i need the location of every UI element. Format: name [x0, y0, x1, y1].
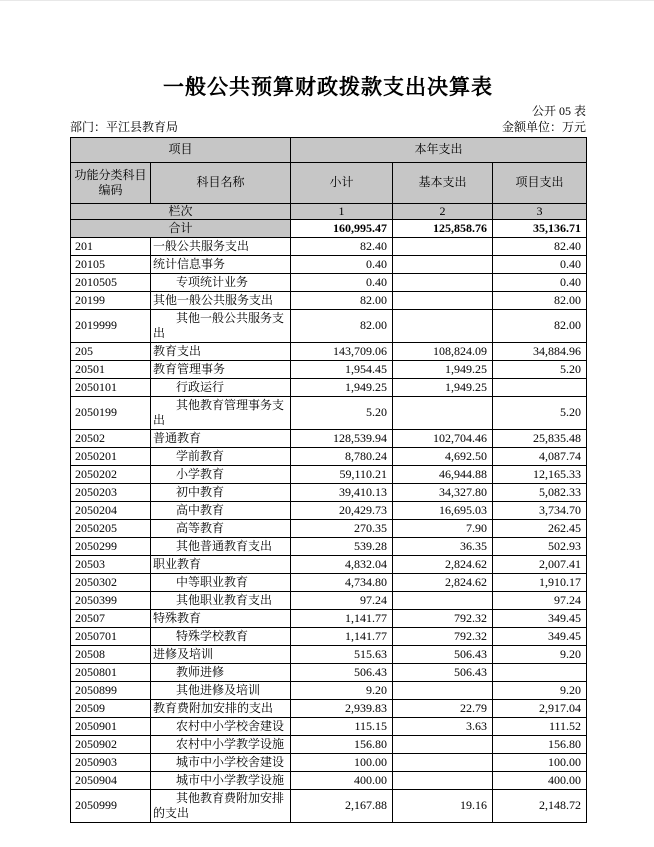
cell-subject-name: 教师进修	[151, 663, 291, 681]
rank-label: 栏次	[71, 203, 291, 219]
cell-subtotal: 82.00	[291, 309, 393, 342]
cell-subject-name: 农村中小学教学设施	[151, 735, 291, 753]
cell-subject-name: 其他进修及培训	[151, 681, 291, 699]
cell-project-expenditure: 0.40	[493, 273, 587, 291]
cell-subject-name: 普通教育	[151, 429, 291, 447]
total-basic: 125,858.76	[393, 219, 493, 237]
cell-subject-name: 城市中小学校舍建设	[151, 753, 291, 771]
cell-subtotal: 115.15	[291, 717, 393, 735]
cell-basic-expenditure	[393, 255, 493, 273]
cell-basic-expenditure: 19.16	[393, 789, 493, 822]
cell-basic-expenditure	[393, 309, 493, 342]
table-row	[71, 447, 587, 465]
cell-basic-expenditure: 2,824.62	[393, 573, 493, 591]
cell-subject-name: 初中教育	[151, 483, 291, 501]
cell-subject-name: 教育管理事务	[151, 360, 291, 378]
cell-function-code: 2050199	[71, 396, 151, 429]
cell-function-code: 2019999	[71, 309, 151, 342]
total-project: 35,136.71	[493, 219, 587, 237]
cell-basic-expenditure: 506.43	[393, 663, 493, 681]
cell-project-expenditure: 502.93	[493, 537, 587, 555]
cell-function-code: 20501	[71, 360, 151, 378]
cell-subject-name: 进修及培训	[151, 645, 291, 663]
cell-subject-name: 行政运行	[151, 378, 291, 396]
rank-value-3: 3	[493, 203, 587, 219]
cell-subject-name: 其他职业教育支出	[151, 591, 291, 609]
header-columns-row	[71, 162, 587, 203]
table-row	[71, 396, 587, 429]
cell-subject-name: 特殊学校教育	[151, 627, 291, 645]
cell-project-expenditure: 9.20	[493, 681, 587, 699]
cell-subtotal: 9.20	[291, 681, 393, 699]
cell-function-code: 2050801	[71, 663, 151, 681]
table-row	[71, 465, 587, 483]
cell-project-expenditure: 5,082.33	[493, 483, 587, 501]
cell-subtotal: 128,539.94	[291, 429, 393, 447]
cell-function-code: 2050203	[71, 483, 151, 501]
cell-subject-name: 其他普通教育支出	[151, 537, 291, 555]
cell-subtotal: 506.43	[291, 663, 393, 681]
cell-project-expenditure: 262.45	[493, 519, 587, 537]
rank-row	[71, 203, 587, 219]
table-row	[71, 378, 587, 396]
cell-project-expenditure: 349.45	[493, 609, 587, 627]
cell-subtotal: 82.00	[291, 291, 393, 309]
table-row	[71, 717, 587, 735]
column-header-basic: 基本支出	[393, 162, 493, 203]
cell-project-expenditure: 156.80	[493, 735, 587, 753]
table-row	[71, 237, 587, 255]
cell-subtotal: 5.20	[291, 396, 393, 429]
cell-project-expenditure: 25,835.48	[493, 429, 587, 447]
table-row	[71, 699, 587, 717]
table-row	[71, 591, 587, 609]
table-row	[71, 771, 587, 789]
cell-subtotal: 1,141.77	[291, 609, 393, 627]
table-row	[71, 429, 587, 447]
cell-subtotal: 0.40	[291, 273, 393, 291]
cell-project-expenditure: 97.24	[493, 591, 587, 609]
table-row	[71, 789, 587, 822]
table-row	[71, 309, 587, 342]
cell-basic-expenditure: 1,949.25	[393, 378, 493, 396]
cell-subtotal: 8,780.24	[291, 447, 393, 465]
cell-subject-name: 其他一般公共服务支出	[151, 309, 291, 342]
cell-function-code: 20503	[71, 555, 151, 573]
cell-function-code: 2050204	[71, 501, 151, 519]
cell-subject-name: 其他教育管理事务支出	[151, 396, 291, 429]
cell-project-expenditure: 349.45	[493, 627, 587, 645]
cell-project-expenditure: 4,087.74	[493, 447, 587, 465]
cell-subtotal: 4,734.80	[291, 573, 393, 591]
cell-basic-expenditure	[393, 771, 493, 789]
table-row	[71, 663, 587, 681]
column-header-subtotal: 小计	[291, 162, 393, 203]
cell-basic-expenditure: 46,944.88	[393, 465, 493, 483]
meta-row	[70, 120, 586, 134]
cell-project-expenditure: 2,917.04	[493, 699, 587, 717]
cell-project-expenditure: 34,884.96	[493, 342, 587, 360]
cell-basic-expenditure	[393, 591, 493, 609]
cell-subtotal: 539.28	[291, 537, 393, 555]
table-row	[71, 360, 587, 378]
cell-basic-expenditure: 16,695.03	[393, 501, 493, 519]
table-row	[71, 735, 587, 753]
cell-project-expenditure: 2,007.41	[493, 555, 587, 573]
cell-function-code: 2050999	[71, 789, 151, 822]
cell-function-code: 20105	[71, 255, 151, 273]
cell-project-expenditure: 111.52	[493, 717, 587, 735]
cell-basic-expenditure	[393, 237, 493, 255]
cell-subtotal: 100.00	[291, 753, 393, 771]
cell-basic-expenditure	[393, 753, 493, 771]
cell-function-code: 2050899	[71, 681, 151, 699]
cell-subtotal: 39,410.13	[291, 483, 393, 501]
cell-function-code: 2050302	[71, 573, 151, 591]
cell-subject-name: 农村中小学校舍建设	[151, 717, 291, 735]
expenditure-table	[70, 137, 587, 823]
cell-subject-name: 高中教育	[151, 501, 291, 519]
cell-subtotal: 0.40	[291, 255, 393, 273]
table-row	[71, 483, 587, 501]
cell-subtotal: 1,949.25	[291, 378, 393, 396]
cell-basic-expenditure: 108,824.09	[393, 342, 493, 360]
cell-function-code: 2050701	[71, 627, 151, 645]
table-body	[71, 237, 587, 822]
cell-project-expenditure: 9.20	[493, 645, 587, 663]
sheet-number-label: 公开 05 表	[531, 104, 586, 119]
cell-subject-name: 学前教育	[151, 447, 291, 465]
cell-subject-name: 小学教育	[151, 465, 291, 483]
cell-subject-name: 教育费附加安排的支出	[151, 699, 291, 717]
cell-function-code: 20199	[71, 291, 151, 309]
cell-project-expenditure: 5.20	[493, 360, 587, 378]
table-row	[71, 627, 587, 645]
table-row	[71, 537, 587, 555]
cell-function-code: 2050902	[71, 735, 151, 753]
cell-subject-name: 专项统计业务	[151, 273, 291, 291]
cell-basic-expenditure	[393, 681, 493, 699]
cell-subtotal: 2,939.83	[291, 699, 393, 717]
cell-subject-name: 城市中小学教学设施	[151, 771, 291, 789]
cell-subtotal: 59,110.21	[291, 465, 393, 483]
cell-basic-expenditure: 506.43	[393, 645, 493, 663]
table-row	[71, 519, 587, 537]
cell-function-code: 201	[71, 237, 151, 255]
cell-subject-name: 教育支出	[151, 342, 291, 360]
cell-subtotal: 82.40	[291, 237, 393, 255]
cell-subject-name: 高等教育	[151, 519, 291, 537]
cell-subject-name: 其他一般公共服务支出	[151, 291, 291, 309]
cell-basic-expenditure: 1,949.25	[393, 360, 493, 378]
cell-subtotal: 1,954.45	[291, 360, 393, 378]
cell-subtotal: 20,429.73	[291, 501, 393, 519]
amount-unit-label: 金额单位：万元	[501, 120, 586, 135]
cell-project-expenditure: 3,734.70	[493, 501, 587, 519]
table-row	[71, 273, 587, 291]
cell-project-expenditure	[493, 378, 587, 396]
cell-function-code: 20509	[71, 699, 151, 717]
table-row	[71, 501, 587, 519]
cell-basic-expenditure	[393, 396, 493, 429]
total-row	[71, 219, 587, 237]
cell-function-code: 205	[71, 342, 151, 360]
cell-basic-expenditure: 4,692.50	[393, 447, 493, 465]
table-row	[71, 609, 587, 627]
cell-project-expenditure: 0.40	[493, 255, 587, 273]
cell-basic-expenditure: 34,327.80	[393, 483, 493, 501]
cell-subtotal: 143,709.06	[291, 342, 393, 360]
rank-value-2: 2	[393, 203, 493, 219]
cell-basic-expenditure	[393, 273, 493, 291]
cell-project-expenditure: 82.40	[493, 237, 587, 255]
department-label: 部门：平江县教育局	[70, 120, 179, 135]
cell-subtotal: 2,167.88	[291, 789, 393, 822]
cell-function-code: 20508	[71, 645, 151, 663]
cell-subtotal: 1,141.77	[291, 627, 393, 645]
column-header-code: 功能分类科目编码	[71, 162, 151, 203]
column-header-project: 项目支出	[493, 162, 587, 203]
header-year-group: 本年支出	[291, 137, 587, 162]
cell-subject-name: 特殊教育	[151, 609, 291, 627]
cell-function-code: 20502	[71, 429, 151, 447]
table-row	[71, 342, 587, 360]
cell-project-expenditure: 1,910.17	[493, 573, 587, 591]
table-row	[71, 291, 587, 309]
cell-subject-name: 一般公共服务支出	[151, 237, 291, 255]
cell-function-code: 20507	[71, 609, 151, 627]
cell-subtotal: 156.80	[291, 735, 393, 753]
cell-basic-expenditure: 7.90	[393, 519, 493, 537]
cell-project-expenditure: 2,148.72	[493, 789, 587, 822]
column-header-name: 科目名称	[151, 162, 291, 203]
cell-function-code: 2050904	[71, 771, 151, 789]
cell-function-code: 2050299	[71, 537, 151, 555]
rank-value-1: 1	[291, 203, 393, 219]
cell-subtotal: 4,832.04	[291, 555, 393, 573]
page-title: 一般公共预算财政拨款支出决算表	[163, 75, 493, 99]
table-row	[71, 555, 587, 573]
cell-basic-expenditure: 2,824.62	[393, 555, 493, 573]
cell-subtotal: 400.00	[291, 771, 393, 789]
cell-basic-expenditure: 102,704.46	[393, 429, 493, 447]
table-row	[71, 573, 587, 591]
cell-project-expenditure: 5.20	[493, 396, 587, 429]
cell-subject-name: 职业教育	[151, 555, 291, 573]
cell-function-code: 2050201	[71, 447, 151, 465]
cell-function-code: 2050903	[71, 753, 151, 771]
header-group-row	[71, 137, 587, 162]
cell-function-code: 2050205	[71, 519, 151, 537]
cell-subject-name: 中等职业教育	[151, 573, 291, 591]
total-subtotal: 160,995.47	[291, 219, 393, 237]
cell-project-expenditure	[493, 663, 587, 681]
cell-subject-name: 统计信息事务	[151, 255, 291, 273]
cell-project-expenditure: 100.00	[493, 753, 587, 771]
cell-basic-expenditure	[393, 735, 493, 753]
table-row	[71, 645, 587, 663]
cell-subject-name: 其他教育费附加安排的支出	[151, 789, 291, 822]
cell-function-code: 2050399	[71, 591, 151, 609]
table-row	[71, 753, 587, 771]
cell-subtotal: 270.35	[291, 519, 393, 537]
cell-function-code: 2050202	[71, 465, 151, 483]
cell-function-code: 2050901	[71, 717, 151, 735]
cell-basic-expenditure: 3.63	[393, 717, 493, 735]
table-row	[71, 255, 587, 273]
cell-subtotal: 97.24	[291, 591, 393, 609]
cell-project-expenditure: 12,165.33	[493, 465, 587, 483]
header-project-group: 项目	[71, 137, 291, 162]
table-row	[71, 681, 587, 699]
report-content	[70, 1, 586, 823]
cell-subtotal: 515.63	[291, 645, 393, 663]
cell-project-expenditure: 400.00	[493, 771, 587, 789]
cell-basic-expenditure: 22.79	[393, 699, 493, 717]
cell-basic-expenditure: 792.32	[393, 609, 493, 627]
cell-basic-expenditure: 792.32	[393, 627, 493, 645]
total-label: 合计	[71, 219, 291, 237]
cell-project-expenditure: 82.00	[493, 309, 587, 342]
cell-function-code: 2050101	[71, 378, 151, 396]
cell-basic-expenditure	[393, 291, 493, 309]
cell-function-code: 2010505	[71, 273, 151, 291]
cell-basic-expenditure: 36.35	[393, 537, 493, 555]
cell-project-expenditure: 82.00	[493, 291, 587, 309]
